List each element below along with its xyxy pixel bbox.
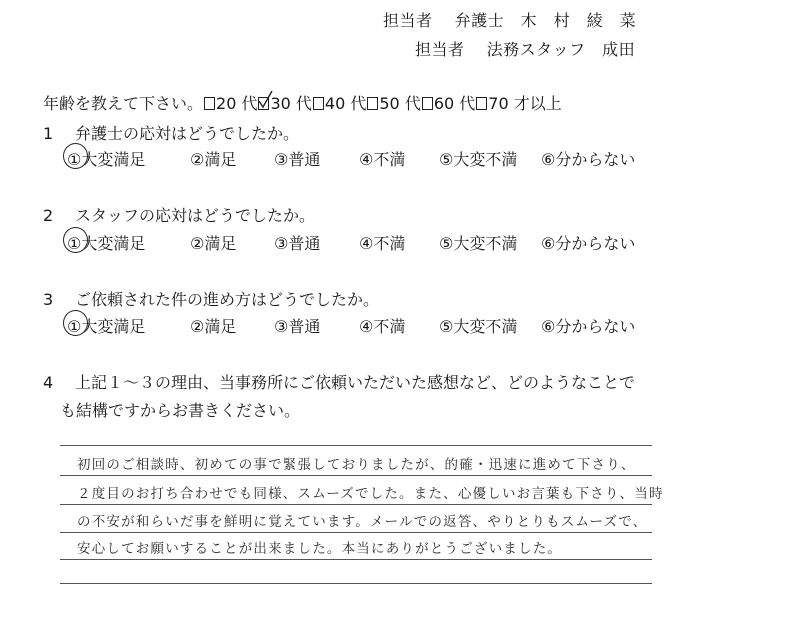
- handwritten-answer-line: 安心してお願いすることが出来ました。本当にありがとうございました。: [77, 541, 563, 557]
- option-satisfied[interactable]: ②満足: [190, 150, 237, 169]
- option-normal[interactable]: ③普通: [274, 234, 321, 253]
- age-option-70: 70 才以上: [488, 94, 562, 113]
- circle-mark-icon: [63, 227, 88, 253]
- option-unknown[interactable]: ⑥分からない: [541, 150, 636, 169]
- age-option-50: 50 代: [379, 94, 421, 113]
- question-number: 1: [43, 124, 54, 143]
- age-checkbox-20[interactable]: [204, 97, 215, 110]
- check-mark-icon: [258, 90, 274, 110]
- staff-name: 弁護士 木 村 綾 菜: [454, 11, 637, 30]
- answer-line: [60, 532, 652, 533]
- circle-mark-icon: [63, 143, 88, 169]
- answer-line: [60, 475, 652, 476]
- age-checkbox-70[interactable]: [476, 97, 487, 110]
- staff-role: 担当者: [383, 11, 433, 30]
- option-unknown[interactable]: ⑥分からない: [541, 317, 636, 336]
- option-normal[interactable]: ③普通: [274, 150, 321, 169]
- option-very-satisfied[interactable]: ①大変満足: [67, 147, 190, 170]
- age-checkbox-60[interactable]: [422, 97, 433, 110]
- age-option-30: 30 代: [270, 94, 312, 113]
- option-very-dissatisfied[interactable]: ⑤大変不満: [439, 234, 518, 253]
- answer-line: [60, 583, 652, 584]
- question-3-options: [67, 314, 651, 337]
- staff-name: 法務スタッフ 成田: [486, 40, 636, 59]
- option-dissatisfied[interactable]: ④不満: [359, 234, 406, 253]
- option-dissatisfied[interactable]: ④不満: [359, 317, 406, 336]
- staff-line-lawyer: [383, 8, 636, 31]
- question-1: [43, 121, 299, 144]
- option-satisfied[interactable]: ②満足: [190, 234, 237, 253]
- age-option-20: 20 代: [216, 94, 258, 113]
- question-text: 上記１～３の理由、当事務所にご依頼いただいた感想など、どのようなことで: [75, 373, 636, 392]
- option-normal[interactable]: ③普通: [274, 317, 321, 336]
- answer-line: [60, 504, 652, 505]
- option-satisfied[interactable]: ②満足: [190, 317, 237, 336]
- age-checkbox-40[interactable]: [313, 97, 324, 110]
- age-prompt: 年齢を教えて下さい。: [43, 94, 204, 113]
- question-4: [43, 370, 635, 393]
- question-1-options: [67, 147, 651, 170]
- question-number: 4: [43, 373, 54, 392]
- question-text: スタッフの応対はどうでしたか。: [75, 206, 316, 225]
- question-text: ご依頼された件の進め方はどうでしたか。: [75, 290, 380, 309]
- handwritten-answer-line: の不安が和らいだ事を鮮明に覚えています。メールでの返答、やりとりもスムーズで、: [77, 514, 648, 530]
- option-very-satisfied[interactable]: ①大変満足: [67, 231, 190, 254]
- question-2: [43, 203, 315, 226]
- question-number: 2: [43, 206, 54, 225]
- age-option-60: 60 代: [433, 94, 476, 113]
- circle-mark-icon: [63, 310, 88, 336]
- age-checkbox-30[interactable]: [258, 97, 269, 110]
- question-3: [43, 287, 379, 310]
- answer-line: [60, 559, 652, 560]
- handwritten-answer-line: 初回のご相談時、初めての事で緊張しておりましたが、的確・迅速に進めて下さり、: [77, 457, 636, 473]
- staff-line-staff: [415, 37, 635, 60]
- option-very-dissatisfied[interactable]: ⑤大変不満: [439, 317, 518, 336]
- option-unknown[interactable]: ⑥分からない: [541, 234, 636, 253]
- option-dissatisfied[interactable]: ④不満: [359, 150, 406, 169]
- option-very-satisfied[interactable]: ①大変満足: [67, 314, 190, 337]
- question-text: 弁護士の応対はどうでしたか。: [75, 124, 300, 143]
- age-checkbox-50[interactable]: [367, 97, 378, 110]
- handwritten-answer-line: ２度目のお打ち合わせでも同様、スムーズでした。また、心優しいお言葉も下さり、当時: [77, 486, 664, 502]
- option-very-dissatisfied[interactable]: ⑤大変不満: [439, 150, 518, 169]
- question-number: 3: [43, 290, 54, 309]
- age-question: [43, 91, 562, 114]
- staff-role: 担当者: [415, 40, 465, 59]
- question-4-continued: も結構ですからお書きください。: [60, 401, 301, 420]
- answer-line: [60, 445, 652, 446]
- question-2-options: [67, 231, 651, 254]
- age-option-40: 40 代: [324, 94, 367, 113]
